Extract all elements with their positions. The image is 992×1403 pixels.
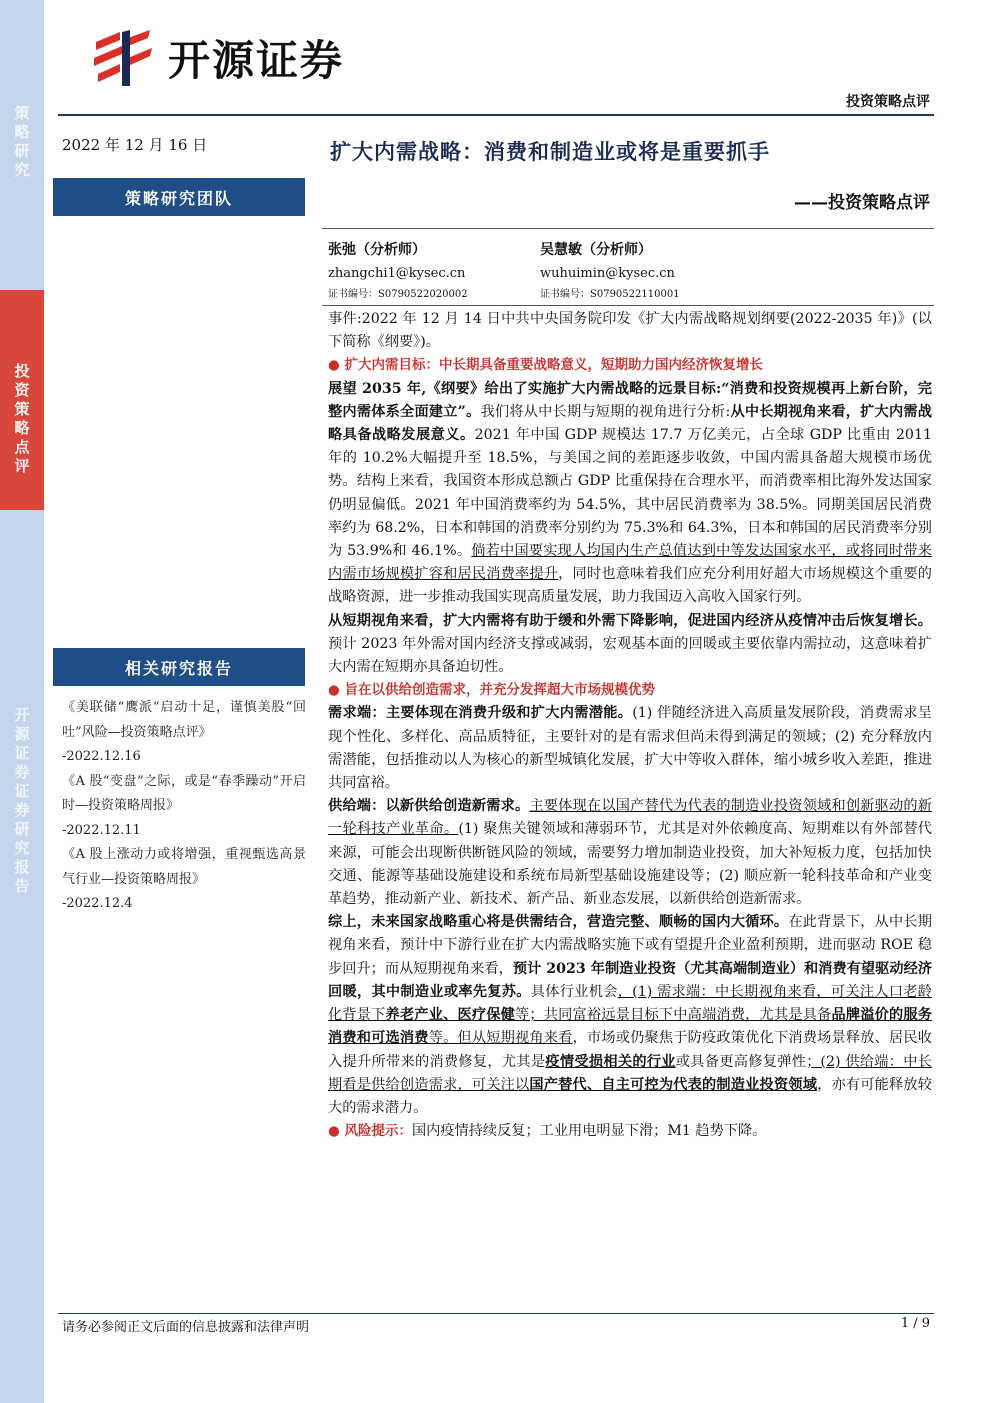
related-reports-list [62, 696, 306, 917]
analyst-card [328, 238, 468, 304]
bullet-icon: ● [328, 682, 340, 699]
analyst-name: 吴慧敏（分析师） [540, 242, 652, 258]
related-report-title: 《A 股上涨动力或将增强，重视甄选高景气行业—投资策略周报》 [62, 847, 306, 887]
company-name: 开源证券 [168, 36, 345, 85]
analyst-name: 张弛（分析师） [328, 242, 426, 258]
bullet-icon: ● [328, 1123, 340, 1140]
company-logo [90, 28, 344, 88]
related-report-date: -2022.12.16 [62, 749, 141, 764]
related-reports-banner: 相关研究报告 [53, 648, 305, 686]
section-heading: ● 旨在以供给创造需求，并充分发挥超大市场规模优势 [328, 682, 655, 699]
body-paragraph: 展望 2035 年,《纲要》给出了实施扩大内需战略的远景目标:“消费和投资规模再上新台阶，完整内需体系全面建立”。我们将从中长期与短期的视角进行分析:从中长期视角来看，扩大内需战略具备战略发展意义。2021 年中国 GDP 规模达 17.7 万亿美元，占全球 GDP 比重由 2011 年的 10.2%大幅提升至 18.5%，与美国之间的差距逐步收敛，中国内需具备超大规模市场优势。结构上来看，我国资本形成总额占 GDP 比重保持在合理水平，而消费率相比海外发达国家仍明显偏低。2021 年中国消费率约为 54.5%，其中居民消费率为 38.5%。同期美国居民消费率约为 68.2%，日本和韩国的消费率分别约为 75.3%和 64.3%，日本和韩国的居民消费率分别为 53.9%和 46.1%。倘若中国要实现人均国内生产总值达到中等发达国家水平，或将同时带来内需市场规模扩容和居民消费率提升，同时也意味着我们应充分利用好超大市场规模这个重要的战略资源，进一步推动我国实现高质量发展，助力我国迈入高收入国家行列。 [328, 380, 932, 606]
analyst-cert: 证书编号：S0790522020002 [328, 289, 468, 300]
header-report-type: 投资策略点评 [846, 94, 930, 110]
side-label-report-type: 投资策略点评 [14, 362, 30, 475]
analyst-email[interactable]: zhangchi1@kysec.cn [328, 266, 466, 281]
report-body [328, 308, 932, 1143]
risk-paragraph: ● 风险提示：国内疫情持续反复；工业用电明显下滑；M1 趋势下降。 [328, 1123, 767, 1140]
analyst-email[interactable]: wuhuimin@kysec.cn [540, 266, 675, 281]
team-banner: 策略研究团队 [53, 178, 305, 216]
analyst-rule [322, 305, 934, 306]
report-title: 扩大内需战略：消费和制造业或将是重要抓手 [330, 140, 770, 164]
report-subtitle: ——投资策略点评 [794, 193, 930, 213]
related-report-date: -2022.12.11 [62, 822, 141, 838]
side-strip-bottom [0, 510, 44, 1403]
body-paragraph: 需求端：主要体现在消费升级和扩大内需潜能。(1) 伴随经济进入高质量发展阶段，消费需求呈现个性化、多样化、高品质特征，主要针对的是有需求但尚未得到满足的领域；(2) 充分释放内需潜能，包括推动以人为核心的新型城镇化发展，扩大中等收入群体，缩小城乡收入差距，推进共同富裕。 [328, 705, 932, 792]
body-paragraph: 从短期视角来看，扩大内需将有助于缓和外需下降影响，促进国内经济从疫情冲击后恢复增长。预计 2023 年外需对国内经济支撑或减弱，宏观基本面的回暖或主要依靠内需拉动，这意味着扩大内需在短期亦具备迫切性。 [328, 612, 932, 676]
section-heading: ● 扩大内需目标：中长期具备重要战略意义，短期助力国内经济恢复增长 [328, 357, 763, 374]
related-report-title: 《美联储“鹰派”启动十足，谨慎美股“回吐”风险—投资策略点评》 [62, 700, 306, 740]
page-number: 1 / 9 [900, 1316, 930, 1331]
analyst-card [540, 238, 680, 304]
footer-disclaimer: 请务必参阅正文后面的信息披露和法律声明 [62, 1320, 310, 1335]
bullet-icon: ● [328, 357, 340, 374]
side-label-company: 开源证券 证券研究报告 [14, 706, 30, 895]
side-label-category: 策略研究 [14, 104, 30, 179]
analyst-cert: 证书编号：S0790522110001 [540, 289, 680, 300]
logo-mark-icon [90, 28, 160, 88]
related-report-item[interactable] [62, 770, 306, 844]
event-paragraph: 事件:2022 年 12 月 14 日中共中央国务院印发《扩大内需战略规划纲要(2022-2035 年)》(以下简称《纲要》)。 [328, 311, 932, 351]
title-rule [322, 228, 934, 229]
body-paragraph: 供给端：以新供给创造新需求。主要体现在以国产替代为代表的制造业投资领域和创新驱动的新一轮科技产业革命。(1) 聚焦关键领域和薄弱环节，尤其是对外依赖度高、短期难以有外部替代来源，可能会出现断供断链风险的领域，需要努力增加制造业投资，加大补短板力度，包括加快交通、能源等基础设施建设和系统布局新型基础设施建设等；(2) 顺应新一轮科技革命和产业变革趋势，推动新产业、新技术、新产品、新业态发展，以新供给创造新需求。 [328, 798, 932, 908]
report-date: 2022 年 12 月 16 日 [62, 136, 208, 154]
related-report-title: 《A 股“变盘”之际，或是“春季躁动”开启时—投资策略周报》 [62, 773, 306, 813]
related-report-item[interactable] [62, 696, 306, 770]
related-report-date: -2022.12.4 [62, 896, 133, 911]
related-report-item[interactable] [62, 843, 306, 917]
header-rule [58, 114, 934, 116]
body-paragraph: 综上，未来国家战略重心将是供需结合，营造完整、顺畅的国内大循环。在此背景下，从中长期视角来看，预计中下游行业在扩大内需战略实施下或有望提升企业盈利预期，进而驱动 ROE 稳步回升；而从短期视角来看，预计 2023 年制造业投资（尤其高端制造业）和消费有望驱动经济回暖，其中制造业或率先复苏。具体行业机会，(1) 需求端：中长期视角来看，可关注人口老龄化背景下养老产业、医疗保健等；共同富裕远景目标下中高端消费，尤其是具备品牌溢价的服务消费和可选消费等。但从短期视角来看，市场或仍聚焦于防疫政策优化下消费场景释放、居民收入提升所带来的消费修复，尤其是疫情受损相关的行业或具备更高修复弹性；(2) 供给端：中长期看是供给创造需求，可关注以国产替代、自主可控为代表的制造业投资领域，亦有可能释放较大的需求潜力。 [328, 914, 932, 1116]
footer-rule [58, 1313, 934, 1314]
